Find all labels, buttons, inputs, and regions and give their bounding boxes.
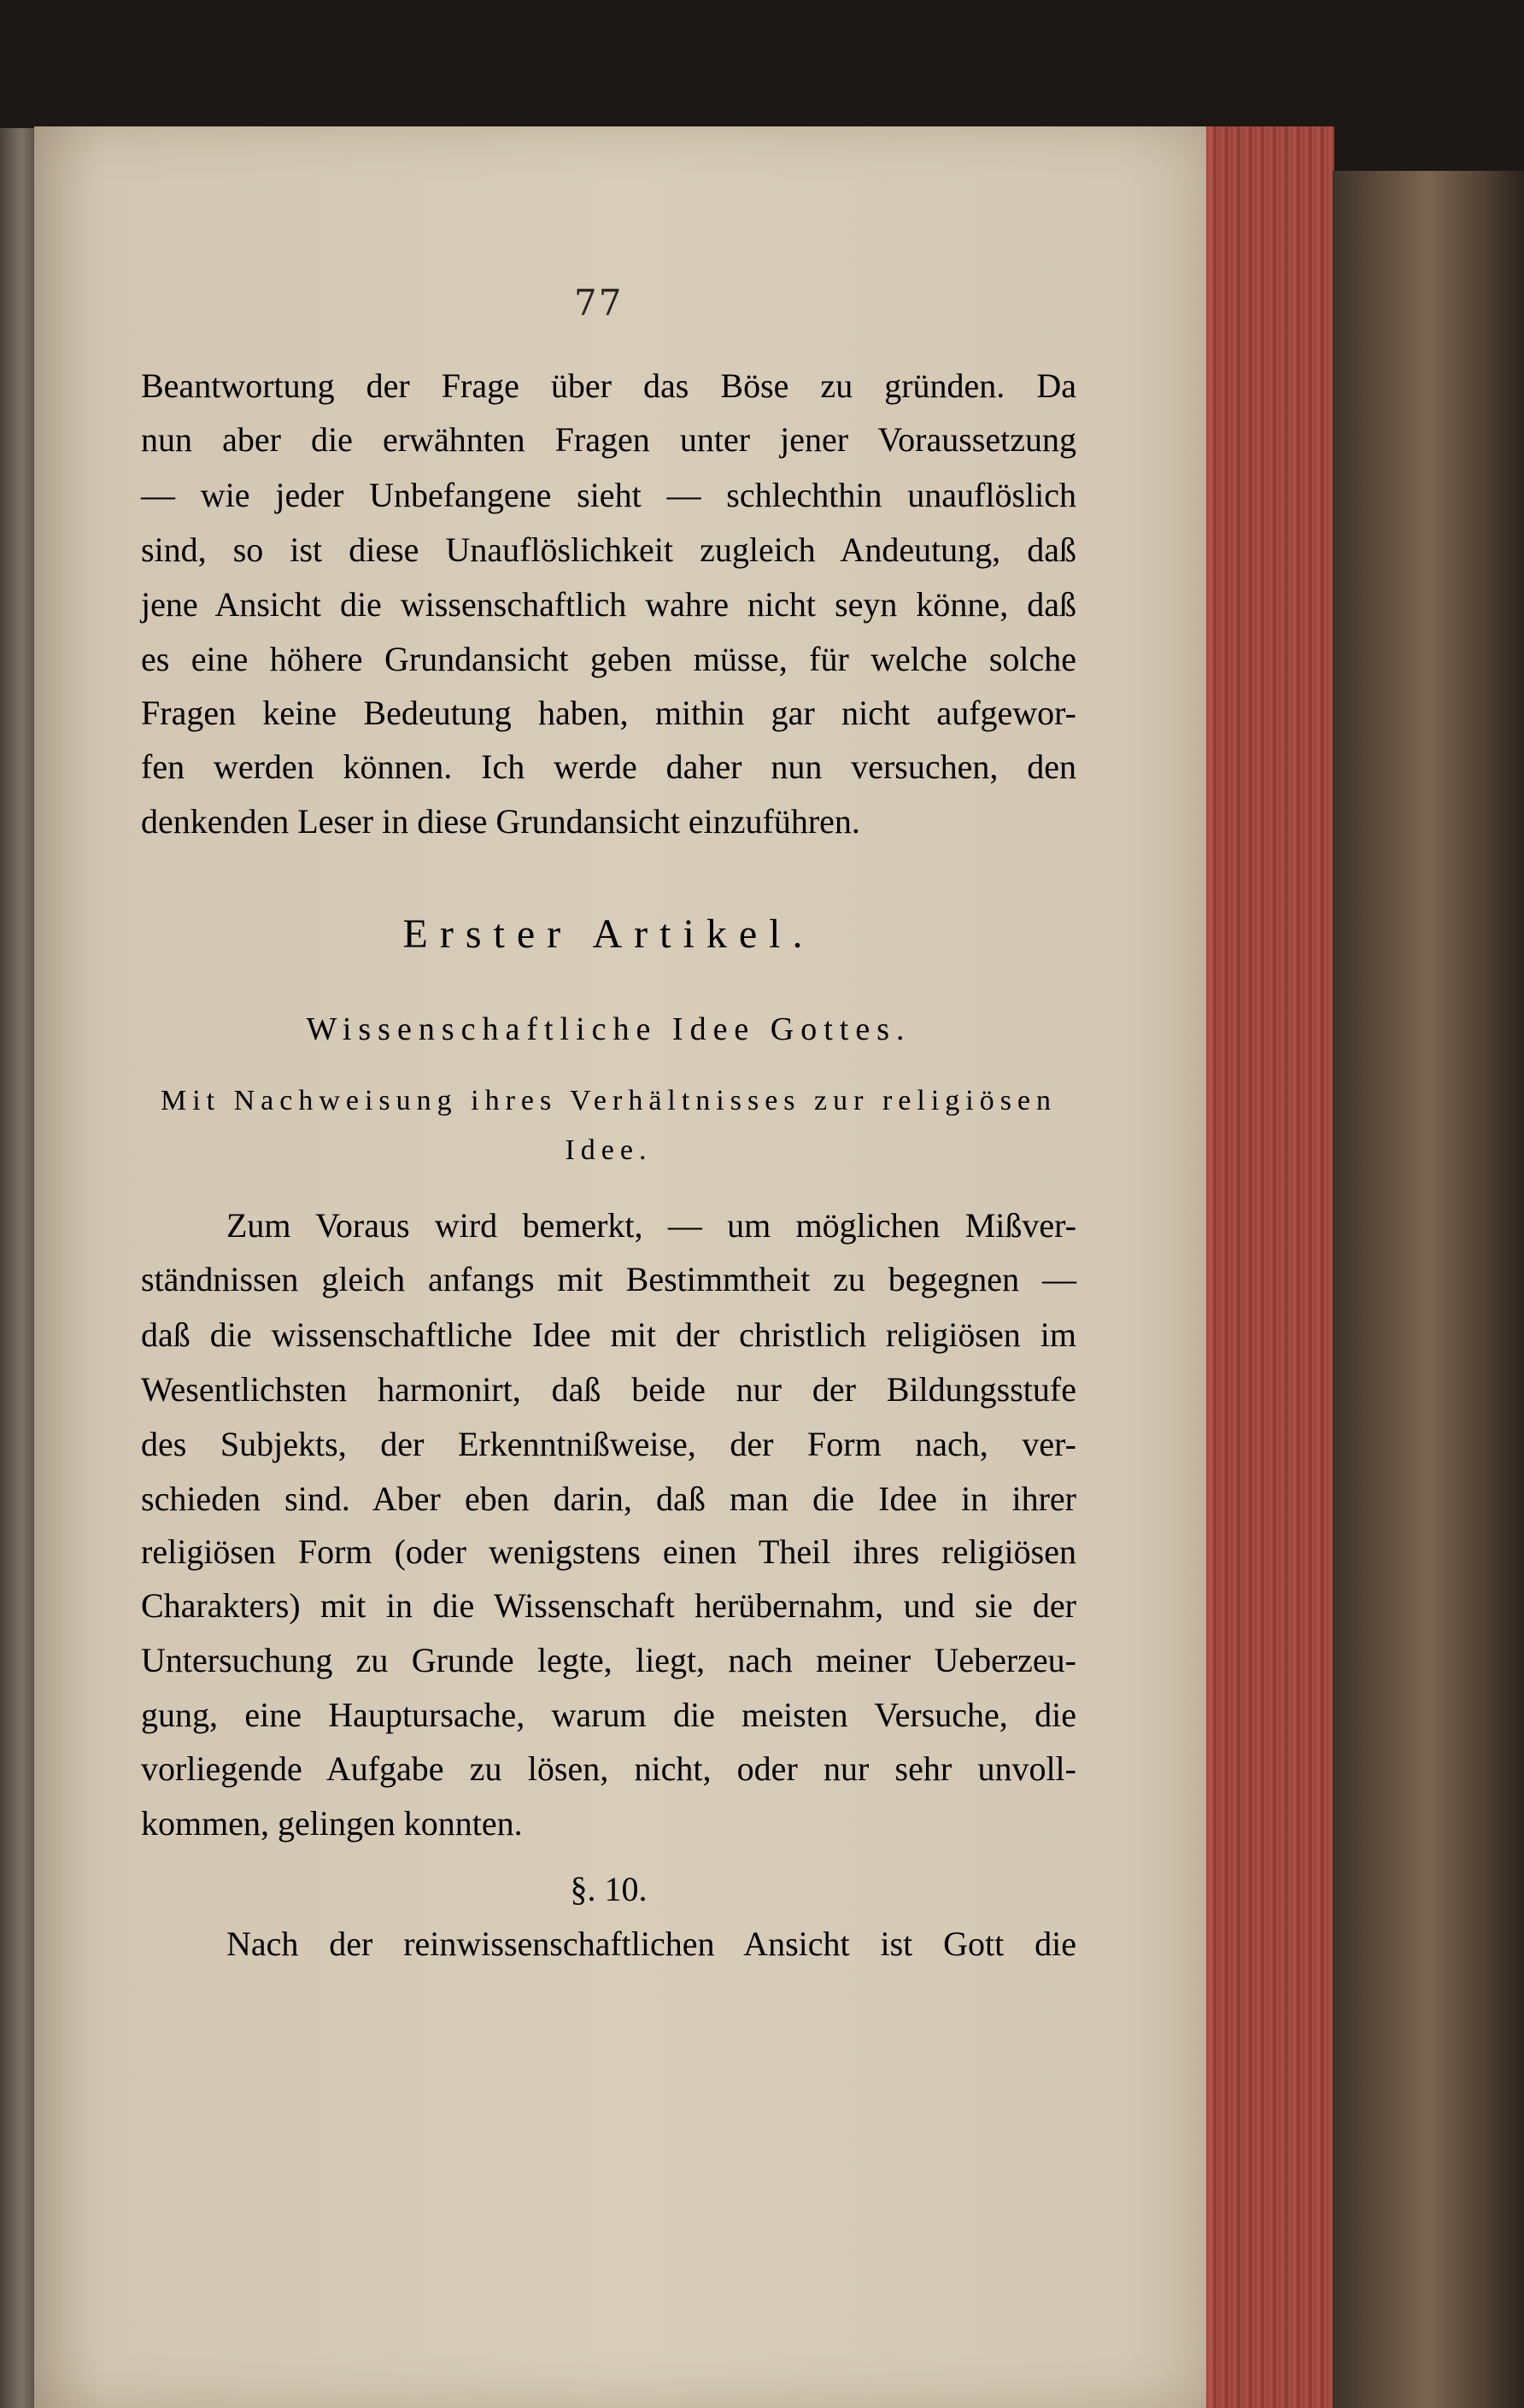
text-line: Wesentlichsten harmonirt, daß beide nur der Bildungsstufe xyxy=(141,1370,1076,1409)
text-line: es eine höhere Grundansicht geben müsse, für welche solche xyxy=(141,640,1076,678)
text-line: kommen, gelingen konnten. xyxy=(141,1804,523,1843)
book-cover-edge xyxy=(1333,171,1524,2408)
text-line: fen werden können. Ich werde daher nun versuchen, den xyxy=(141,747,1076,786)
text-line: Beantwortung der Frage über das Böse zu gründen. Da xyxy=(141,366,1076,405)
text-line: sind, so ist diese Unauflöslichkeit zugleich Andeutung, daß xyxy=(141,530,1076,569)
page-number: 77 xyxy=(574,282,624,324)
text-line: Charakters) mit in die Wissenschaft herübernahm, und sie der xyxy=(141,1586,1076,1625)
section-subheading: Idee. xyxy=(565,1134,653,1166)
section-heading: Wissenschaftliche Idee Gottes. xyxy=(306,1011,911,1047)
text-line: Zum Voraus wird bemerkt, — um möglichen Mißver- xyxy=(226,1206,1076,1245)
text-line: ständnissen gleich anfangs mit Bestimmtheit zu begegnen — xyxy=(141,1260,1076,1298)
text-line: denkenden Leser in diese Grundansicht einzuführen. xyxy=(141,802,860,841)
text-line: religiösen Form (oder wenigstens einen Theil ihres religiösen xyxy=(141,1532,1076,1571)
text-line: nun aber die erwähnten Fragen unter jener Voraussetzung xyxy=(141,420,1076,459)
section-number: §. 10. xyxy=(570,1870,648,1908)
text-line: daß die wissenschaftliche Idee mit der christlich religiösen im xyxy=(141,1315,1076,1354)
text-line: — wie jeder Unbefangene sieht — schlechthin unauflöslich xyxy=(141,476,1076,514)
text-line: gung, eine Hauptursache, warum die meisten Versuche, die xyxy=(141,1696,1076,1734)
article-heading: Erster Artikel. xyxy=(402,911,815,957)
section-subheading: Mit Nachweisung ihres Verhältnisses zur religiösen xyxy=(160,1085,1058,1116)
previous-page-edge xyxy=(0,128,36,2408)
text-line: Nach der reinwissenschaftlichen Ansicht ist Gott die xyxy=(226,1925,1076,1963)
text-line: des Subjekts, der Erkenntnißweise, der Form nach, ver- xyxy=(141,1425,1076,1463)
text-line: vorliegende Aufgabe zu lösen, nicht, oder nur sehr unvoll- xyxy=(141,1749,1076,1788)
text-line: Untersuchung zu Grunde legte, liegt, nach meiner Ueberzeu- xyxy=(141,1641,1076,1679)
text-line: jene Ansicht die wissenschaftlich wahre nicht seyn könne, daß xyxy=(141,585,1076,624)
page-block-red-edge xyxy=(1206,126,1334,2408)
text-line: schieden sind. Aber eben darin, daß man die Idee in ihrer xyxy=(141,1479,1076,1518)
text-line: Fragen keine Bedeutung haben, mithin gar nicht aufgewor- xyxy=(141,694,1076,732)
